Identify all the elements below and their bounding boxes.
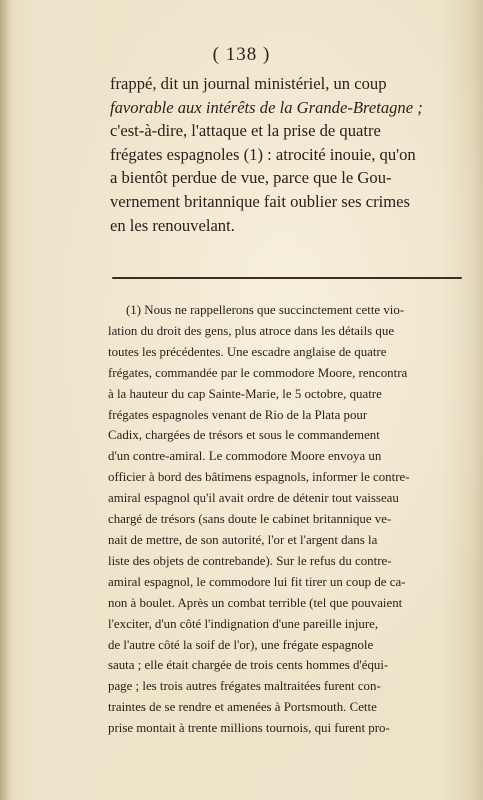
footnote-line: nait de mettre, de son autorité, l'or et l'argent dans la	[108, 532, 378, 547]
footnote-line: à la hauteur du cap Sainte-Marie, le 5 octobre, quatre	[108, 386, 382, 401]
gutter-shadow	[0, 0, 10, 800]
main-text-line: vernement britannique fait oublier ses crimes	[110, 191, 410, 211]
footnote-block	[108, 300, 480, 739]
footnote-line: amiral espagnol, le commodore lui fit tirer un coup de ca-	[108, 574, 406, 589]
footnote-line: traintes de se rendre et amenées à Portsmouth. Cette	[108, 700, 377, 715]
footnote-line: lation du droit des gens, plus atroce dans les détails que	[108, 323, 395, 338]
footnote-separator-rule	[112, 277, 462, 279]
footnote-line: officier à bord des bâtimens espagnols, informer le contre-	[108, 470, 410, 485]
footnote-line: Cadix, chargées de trésors et sous le commandement	[108, 428, 380, 443]
footnote-line: (1) Nous ne rappellerons que succinctement cette vio-	[126, 303, 405, 317]
main-text-block	[110, 72, 478, 237]
footnote-line: frégates, commandée par le commodore Moore, rencontra	[108, 365, 408, 380]
page-number: ( 138 )	[212, 44, 271, 65]
main-text-line: en les renouvelant.	[110, 215, 235, 235]
footnote-line: chargé de trésors (sans doute le cabinet britannique ve-	[108, 512, 392, 527]
footnote-line: liste des objets de contrebande). Sur le refus du contre-	[108, 553, 392, 568]
footnote-line: non à boulet. Après un combat terrible (tel que pouvaient	[108, 595, 403, 610]
footnote-line: sauta ; elle était chargée de trois cents hommes d'équi-	[108, 658, 389, 673]
footnote-line: amiral espagnol qu'il avait ordre de détenir tout vaisseau	[108, 491, 399, 506]
footnote-line: d'un contre-amiral. Le commodore Moore envoya un	[108, 449, 382, 464]
main-text-line: c'est-à-dire, l'attaque et la prise de quatre	[110, 121, 381, 141]
footnote-line: l'exciter, d'un côté l'indignation d'une pareille injure,	[108, 616, 379, 631]
footnote-line: frégates espagnoles venant de Rio de la Plata pour	[108, 407, 368, 422]
footnote-line: page ; les trois autres frégates maltraitées furent con-	[108, 679, 381, 694]
main-text-line: favorable aux intérêts de la Grande-Bretagne ;	[110, 97, 423, 117]
main-text-line: a bientôt perdue de vue, parce que le Gou-	[110, 168, 392, 188]
main-text-line: frégates espagnoles (1) : atrocité inouie, qu'on	[110, 144, 416, 164]
footnote-line: de l'autre côté la soif de l'or), une frégate espagnole	[108, 637, 374, 652]
main-text-line: frappé, dit un journal ministériel, un coup	[110, 74, 387, 93]
footnote-line: toutes les précédentes. Une escadre anglaise de quatre	[108, 344, 387, 359]
footnote-line: prise montait à trente millions tournois, qui furent pro-	[108, 721, 390, 736]
